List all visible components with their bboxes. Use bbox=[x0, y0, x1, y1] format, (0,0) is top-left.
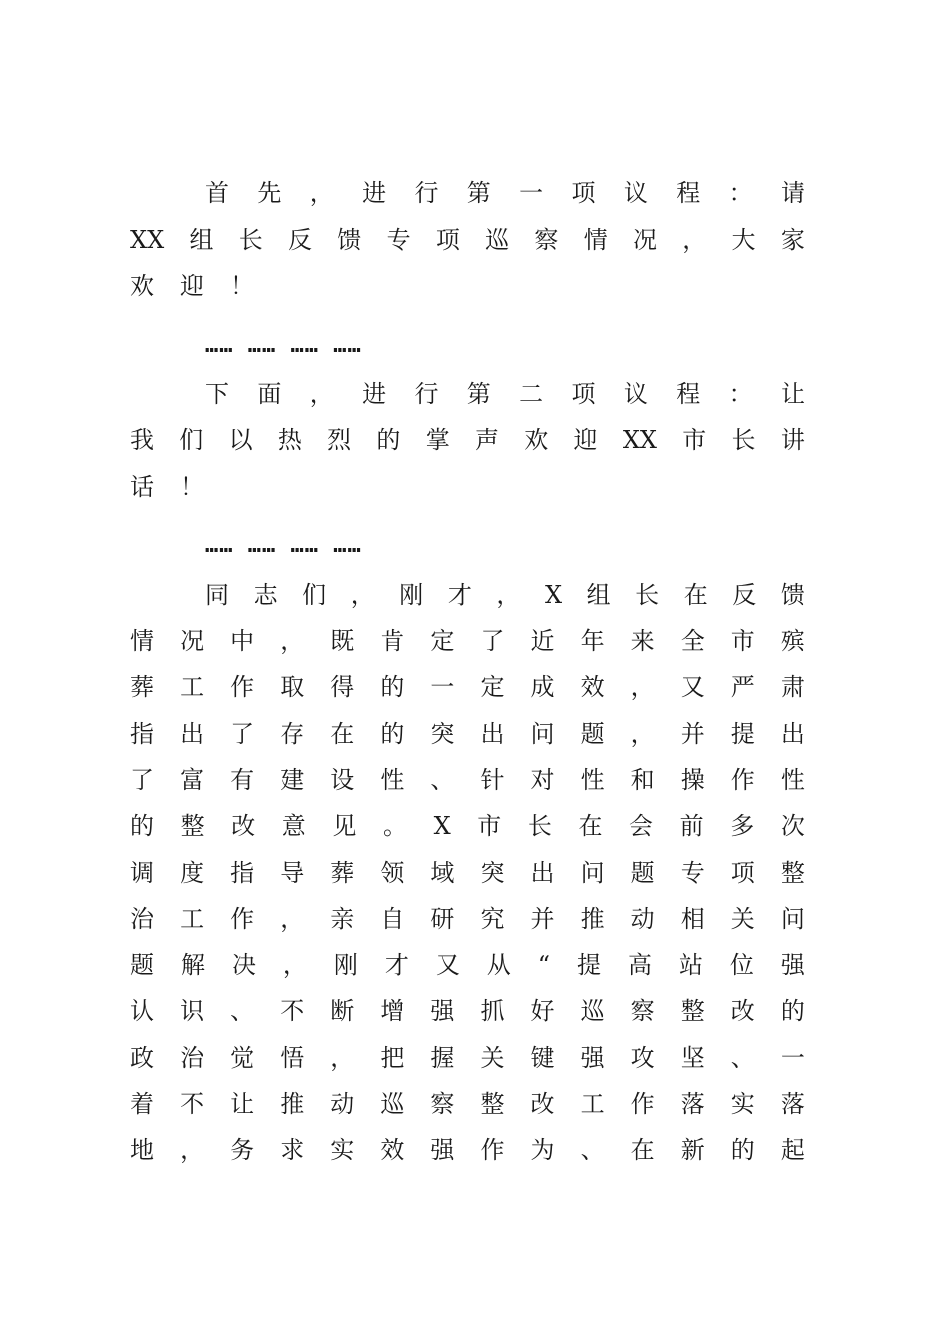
text-char: 长 bbox=[527, 812, 552, 840]
text-char: 肃 bbox=[780, 673, 805, 701]
text-line bbox=[130, 991, 805, 1031]
text-char: 握 bbox=[430, 1044, 455, 1072]
text-line bbox=[130, 621, 805, 661]
text-char: 会 bbox=[629, 812, 654, 840]
text-char: 才 bbox=[447, 581, 472, 609]
text-char: ， bbox=[630, 673, 655, 701]
text-char: 在 bbox=[578, 812, 603, 840]
text-line bbox=[130, 899, 805, 939]
text-char: 长 bbox=[238, 226, 263, 254]
text-char: 话 bbox=[130, 473, 154, 501]
text-char: 有 bbox=[230, 766, 255, 794]
text-char: ， bbox=[682, 226, 707, 254]
text-char: 题 bbox=[630, 859, 655, 887]
text-char: 对 bbox=[530, 766, 555, 794]
text-char: 馈 bbox=[337, 226, 362, 254]
text-char: 出 bbox=[530, 859, 555, 887]
text-char: 定 bbox=[430, 627, 455, 655]
text-char: 改 bbox=[530, 1090, 555, 1118]
text-char: 让 bbox=[780, 380, 805, 408]
text-char: 增 bbox=[380, 997, 405, 1025]
text-char: 工 bbox=[580, 1090, 605, 1118]
text-char: X bbox=[433, 812, 451, 840]
text-char: 在 bbox=[683, 581, 708, 609]
text-char: 效 bbox=[380, 1136, 405, 1164]
text-char: 前 bbox=[679, 812, 704, 840]
text-char: 欢 bbox=[130, 272, 154, 300]
text-char: 地 bbox=[130, 1136, 154, 1164]
text-char: 、 bbox=[730, 1044, 755, 1072]
text-char: ， bbox=[330, 1044, 355, 1072]
text-char: 攻 bbox=[630, 1044, 655, 1072]
text-char: 治 bbox=[130, 905, 154, 933]
text-char: 下 bbox=[205, 380, 229, 408]
text-line bbox=[130, 1084, 805, 1124]
text-char: 的 bbox=[380, 720, 405, 748]
text-char: 识 bbox=[180, 997, 205, 1025]
text-char: 作 bbox=[230, 673, 255, 701]
text-char: 设 bbox=[330, 766, 355, 794]
text-char: 首 bbox=[205, 179, 229, 207]
text-char: 悟 bbox=[280, 1044, 305, 1072]
text-char: 指 bbox=[230, 859, 255, 887]
text-char: ， bbox=[630, 720, 655, 748]
text-char: 第 bbox=[466, 179, 491, 207]
text-char: 才 bbox=[384, 951, 409, 979]
text-char: 又 bbox=[680, 673, 705, 701]
text-char: 刚 bbox=[399, 581, 424, 609]
text-char: ， bbox=[280, 905, 305, 933]
text-char: 成 bbox=[530, 673, 555, 701]
text-char: 二 bbox=[519, 380, 544, 408]
text-char: 落 bbox=[680, 1090, 705, 1118]
text-char: 性 bbox=[780, 766, 805, 794]
text-char: 同 bbox=[205, 581, 229, 609]
text-char: 从 bbox=[486, 951, 511, 979]
text-char: 议 bbox=[623, 380, 648, 408]
text-char: 组 bbox=[586, 581, 611, 609]
text-char: 面 bbox=[257, 380, 282, 408]
text-char: ， bbox=[309, 179, 334, 207]
text-char: 提 bbox=[730, 720, 755, 748]
text-char: 强 bbox=[430, 997, 455, 1025]
text-char: 的 bbox=[130, 812, 154, 840]
text-char: 专 bbox=[386, 226, 411, 254]
text-char: 整 bbox=[780, 859, 805, 887]
text-char: 工 bbox=[180, 905, 205, 933]
text-char: 动 bbox=[630, 905, 655, 933]
text-char: 进 bbox=[362, 380, 387, 408]
text-char: 反 bbox=[732, 581, 757, 609]
text-char: 烈 bbox=[327, 426, 352, 454]
text-char: 并 bbox=[530, 905, 555, 933]
text-char: 整 bbox=[680, 997, 705, 1025]
text-char: 度 bbox=[180, 859, 205, 887]
text-char: 的 bbox=[376, 426, 401, 454]
text-char: 请 bbox=[780, 179, 805, 207]
text-char: 导 bbox=[280, 859, 305, 887]
text-char: 针 bbox=[480, 766, 505, 794]
text-char: 葬 bbox=[330, 859, 355, 887]
text-line bbox=[205, 374, 805, 414]
text-char: 察 bbox=[630, 997, 655, 1025]
text-char: 欢 bbox=[524, 426, 549, 454]
text-line bbox=[130, 266, 805, 306]
text-char: 效 bbox=[580, 673, 605, 701]
text-char: 次 bbox=[780, 812, 805, 840]
text-char: 存 bbox=[280, 720, 305, 748]
text-char: 中 bbox=[230, 627, 255, 655]
text-char: 市 bbox=[477, 812, 502, 840]
text-char: 志 bbox=[253, 581, 278, 609]
text-char: 问 bbox=[780, 905, 805, 933]
text-char: 求 bbox=[280, 1136, 305, 1164]
text-char: 突 bbox=[430, 720, 455, 748]
text-char: 研 bbox=[430, 905, 455, 933]
text-char: ： bbox=[728, 179, 753, 207]
text-char: 多 bbox=[730, 812, 755, 840]
text-line bbox=[130, 467, 805, 507]
text-char: 富 bbox=[180, 766, 205, 794]
text-char: 的 bbox=[730, 1136, 755, 1164]
text-char: 整 bbox=[480, 1090, 505, 1118]
text-char: 站 bbox=[678, 951, 703, 979]
text-char: 实 bbox=[330, 1136, 355, 1164]
text-char: 起 bbox=[780, 1136, 805, 1164]
text-char: 解 bbox=[180, 951, 205, 979]
text-char: 作 bbox=[230, 905, 255, 933]
text-char: 出 bbox=[780, 720, 805, 748]
text-char: 了 bbox=[480, 627, 505, 655]
text-char: 专 bbox=[680, 859, 705, 887]
text-char: 位 bbox=[729, 951, 754, 979]
text-char: X bbox=[544, 581, 563, 609]
text-char: 题 bbox=[580, 720, 605, 748]
text-char: 相 bbox=[680, 905, 705, 933]
text-char: 家 bbox=[780, 226, 805, 254]
text-line bbox=[130, 220, 805, 260]
text-char: 迎 bbox=[573, 426, 598, 454]
text-char: 长 bbox=[731, 426, 756, 454]
text-line bbox=[130, 853, 805, 893]
text-char: ， bbox=[282, 951, 307, 979]
text-char: 强 bbox=[580, 1044, 605, 1072]
text-char: 葬 bbox=[130, 673, 154, 701]
text-char: 了 bbox=[130, 766, 154, 794]
text-char: 改 bbox=[231, 812, 256, 840]
text-char: 改 bbox=[730, 997, 755, 1025]
text-char: 行 bbox=[414, 380, 439, 408]
text-char: 关 bbox=[480, 1044, 505, 1072]
text-char: 见 bbox=[332, 812, 357, 840]
text-char: 进 bbox=[362, 179, 387, 207]
text-char: 项 bbox=[571, 179, 596, 207]
text-char: 新 bbox=[680, 1136, 705, 1164]
text-char: 取 bbox=[280, 673, 305, 701]
text-char: 讲 bbox=[780, 426, 805, 454]
text-char: 项 bbox=[571, 380, 596, 408]
text-char: 出 bbox=[480, 720, 505, 748]
text-char: 问 bbox=[580, 859, 605, 887]
text-char: 肯 bbox=[380, 627, 405, 655]
text-char: 动 bbox=[330, 1090, 355, 1118]
text-char: 察 bbox=[534, 226, 559, 254]
text-line bbox=[205, 173, 805, 213]
text-char: XX bbox=[622, 426, 657, 454]
text-char: 馈 bbox=[780, 581, 805, 609]
text-char: 声 bbox=[474, 426, 499, 454]
text-char: 来 bbox=[630, 627, 655, 655]
text-char: 第 bbox=[466, 380, 491, 408]
text-char: 域 bbox=[430, 859, 455, 887]
text-line bbox=[130, 420, 805, 460]
text-char: 一 bbox=[519, 179, 544, 207]
text-char: 把 bbox=[380, 1044, 405, 1072]
text-char: 务 bbox=[230, 1136, 255, 1164]
text-line bbox=[130, 1130, 805, 1170]
text-char: 并 bbox=[680, 720, 705, 748]
text-char: 的 bbox=[780, 997, 805, 1025]
text-char: 察 bbox=[430, 1090, 455, 1118]
text-char: 项 bbox=[435, 226, 460, 254]
text-char: 情 bbox=[583, 226, 608, 254]
text-char: 的 bbox=[380, 673, 405, 701]
text-char: 在 bbox=[630, 1136, 655, 1164]
text-char: 作 bbox=[630, 1090, 655, 1118]
text-char: 近 bbox=[530, 627, 555, 655]
text-char: 出 bbox=[180, 720, 205, 748]
text-char: 全 bbox=[680, 627, 705, 655]
text-char: 、 bbox=[430, 766, 455, 794]
text-char: 推 bbox=[280, 1090, 305, 1118]
text-char: 们 bbox=[179, 426, 204, 454]
text-char: 掌 bbox=[425, 426, 450, 454]
text-char: ！ bbox=[180, 473, 204, 501]
text-char: ， bbox=[496, 581, 521, 609]
text-char: 市 bbox=[730, 627, 755, 655]
text-char: 工 bbox=[180, 673, 205, 701]
text-char: 觉 bbox=[230, 1044, 255, 1072]
text-char: 况 bbox=[632, 226, 657, 254]
text-char: 组 bbox=[189, 226, 214, 254]
text-char: 高 bbox=[627, 951, 652, 979]
text-char: 抓 bbox=[480, 997, 505, 1025]
text-char: 巡 bbox=[580, 997, 605, 1025]
text-line bbox=[130, 760, 805, 800]
text-char: 、 bbox=[580, 1136, 605, 1164]
text-char: 治 bbox=[180, 1044, 205, 1072]
text-char: 操 bbox=[680, 766, 705, 794]
text-char: 题 bbox=[130, 951, 154, 979]
text-line bbox=[130, 945, 805, 985]
text-char: 作 bbox=[480, 1136, 505, 1164]
text-char: 先 bbox=[257, 179, 282, 207]
text-char: 程 bbox=[676, 179, 701, 207]
text-line bbox=[130, 806, 805, 846]
text-char: 又 bbox=[435, 951, 460, 979]
text-char: 提 bbox=[577, 951, 601, 979]
text-char: ， bbox=[309, 380, 334, 408]
text-char: ： bbox=[728, 380, 753, 408]
text-char: 整 bbox=[180, 812, 205, 840]
text-char: 坚 bbox=[680, 1044, 705, 1072]
text-char: 意 bbox=[281, 812, 306, 840]
text-line bbox=[130, 1038, 805, 1078]
text-char: 、 bbox=[230, 997, 255, 1025]
text-char: 了 bbox=[230, 720, 255, 748]
text-char: 项 bbox=[730, 859, 755, 887]
ellipsis-separator: …… …… …… …… bbox=[205, 332, 362, 358]
text-char: 让 bbox=[230, 1090, 255, 1118]
text-char: 严 bbox=[730, 673, 755, 701]
text-char: 决 bbox=[231, 951, 256, 979]
text-char: 指 bbox=[130, 720, 154, 748]
text-char: 落 bbox=[780, 1090, 805, 1118]
text-char: ， bbox=[350, 581, 375, 609]
text-char: 况 bbox=[180, 627, 205, 655]
text-char: 作 bbox=[730, 766, 755, 794]
text-char: 为 bbox=[530, 1136, 555, 1164]
text-char: 推 bbox=[580, 905, 605, 933]
text-line bbox=[130, 667, 805, 707]
text-char: 亲 bbox=[330, 905, 355, 933]
text-char: 强 bbox=[780, 951, 805, 979]
ellipsis-separator: …… …… …… …… bbox=[205, 532, 362, 558]
text-char: 究 bbox=[480, 905, 505, 933]
text-char: 既 bbox=[330, 627, 355, 655]
text-char: 性 bbox=[380, 766, 405, 794]
text-char: 关 bbox=[730, 905, 755, 933]
text-char: 巡 bbox=[380, 1090, 405, 1118]
text-char: 反 bbox=[288, 226, 313, 254]
text-char: 长 bbox=[635, 581, 660, 609]
text-line bbox=[205, 575, 805, 615]
text-char: 一 bbox=[780, 1044, 805, 1072]
text-char: ， bbox=[280, 627, 305, 655]
text-char: 不 bbox=[280, 997, 305, 1025]
text-char: 突 bbox=[480, 859, 505, 887]
text-char: 着 bbox=[130, 1090, 154, 1118]
text-char: 巡 bbox=[485, 226, 510, 254]
text-char: 得 bbox=[330, 673, 355, 701]
text-char: 调 bbox=[130, 859, 154, 887]
text-char: 和 bbox=[630, 766, 655, 794]
text-char: 迎 bbox=[180, 272, 204, 300]
text-char: 实 bbox=[730, 1090, 755, 1118]
text-char: 不 bbox=[180, 1090, 205, 1118]
text-char: 好 bbox=[530, 997, 555, 1025]
text-char: 热 bbox=[277, 426, 302, 454]
text-char: 议 bbox=[623, 179, 648, 207]
text-char: 建 bbox=[280, 766, 305, 794]
text-char: 问 bbox=[530, 720, 555, 748]
text-char: 在 bbox=[330, 720, 355, 748]
text-char: ！ bbox=[230, 272, 254, 300]
text-char: 键 bbox=[530, 1044, 555, 1072]
text-char: 以 bbox=[228, 426, 253, 454]
text-char: 程 bbox=[676, 380, 701, 408]
text-char: 我 bbox=[130, 426, 154, 454]
text-char: 刚 bbox=[333, 951, 358, 979]
text-char: 年 bbox=[580, 627, 605, 655]
text-char: 自 bbox=[380, 905, 405, 933]
text-char: 行 bbox=[414, 179, 439, 207]
text-char: 断 bbox=[330, 997, 355, 1025]
text-char: 定 bbox=[480, 673, 505, 701]
text-char: XX bbox=[130, 226, 165, 254]
text-char: 强 bbox=[430, 1136, 455, 1164]
text-char: 情 bbox=[130, 627, 154, 655]
text-char: 大 bbox=[731, 226, 756, 254]
text-char: 。 bbox=[382, 812, 407, 840]
text-char: 殡 bbox=[780, 627, 805, 655]
text-char: 市 bbox=[682, 426, 707, 454]
text-line bbox=[130, 714, 805, 754]
text-char: 领 bbox=[380, 859, 405, 887]
text-char: “ bbox=[537, 951, 551, 979]
text-char: 政 bbox=[130, 1044, 154, 1072]
text-char: 性 bbox=[580, 766, 605, 794]
text-char: 一 bbox=[430, 673, 455, 701]
text-char: 认 bbox=[130, 997, 154, 1025]
text-char: 们 bbox=[302, 581, 327, 609]
text-char: ， bbox=[180, 1136, 205, 1164]
